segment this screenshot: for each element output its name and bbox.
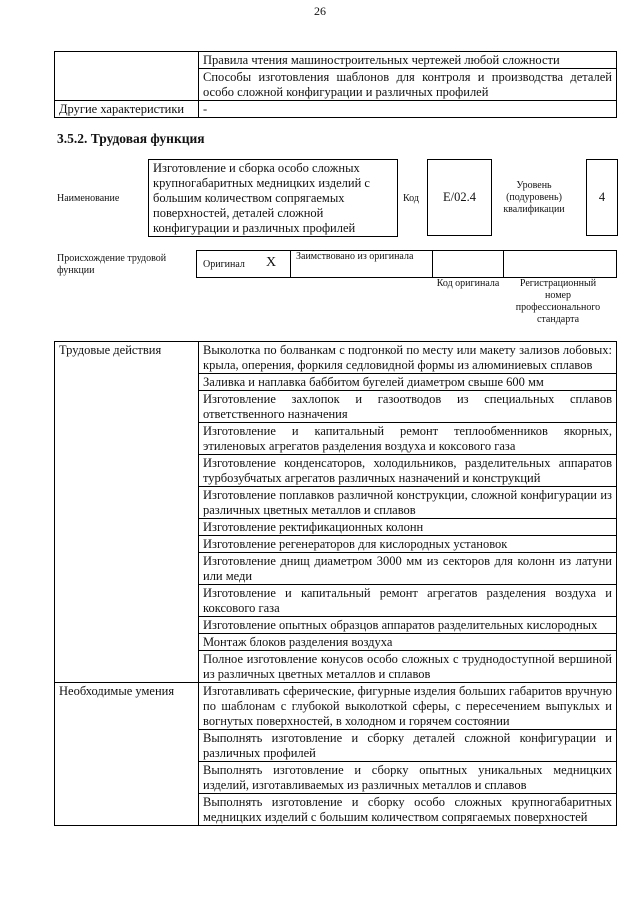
labor-actions-item: Выколотка по болванкам с подгонкой по месту или макету зализов лобовых: крыла, оперения, форкиля седловидной формы из алюминиевых сплавов xyxy=(199,342,617,374)
borrowed-label: Заимствовано из оригинала xyxy=(296,251,414,262)
row-label xyxy=(55,69,199,101)
top-table xyxy=(54,51,617,118)
table-row xyxy=(55,69,617,101)
labor-actions-item: Изготовление и капитальный ремонт агрегатов разделения воздуха и коксового газа xyxy=(199,585,617,617)
row-label xyxy=(55,52,199,69)
code-value xyxy=(427,159,492,236)
skills-label: Необходимые умения xyxy=(55,683,199,826)
origin-label: Происхождение трудовой функции xyxy=(57,253,167,276)
row-label: Другие характеристики xyxy=(55,101,199,118)
table-row xyxy=(55,342,617,374)
labor-actions-item: Изготовление ректификационных колонн xyxy=(199,519,617,536)
labor-actions-item: Монтаж блоков разделения воздуха xyxy=(199,634,617,651)
page-number: 26 xyxy=(314,4,326,18)
row-value: Правила чтения машиностроительных чертежей любой сложности xyxy=(199,52,617,69)
code-value-text: E/02.4 xyxy=(443,190,476,204)
labor-actions-item: Изготовление опытных образцов аппаратов разделительных кислородных xyxy=(199,617,617,634)
row-value: Способы изготовления шаблонов для контроля и производства деталей особо сложной конфигурации и различных профилей xyxy=(199,69,617,101)
labor-actions-item: Изготовление конденсаторов, холодильников, разделительных аппаратов турбозубчатых агрегатов различных назначений и конструкций xyxy=(199,455,617,487)
skills-item: Изготавливать сферические, фигурные изделия больших габаритов вручную по шаблонам с глубокой выколоткой сферы, с пересечением выпуклых и вогнутых поверхностей, в холодном и горячем состоянии xyxy=(199,683,617,730)
origin-divider-2 xyxy=(432,250,433,277)
code-original-label: Код оригинала xyxy=(436,278,500,289)
table-row xyxy=(55,101,617,118)
labor-actions-item: Изготовление поплавков различной конструкции, сложной конфигурации из различных цветных металлов и сплавов xyxy=(199,487,617,519)
labor-actions-item: Изготовление днищ диаметром 3000 мм из секторов для колонн из латуни или меди xyxy=(199,553,617,585)
table-row xyxy=(55,52,617,69)
row-value: - xyxy=(199,101,617,118)
origin-divider-1 xyxy=(290,250,291,277)
labor-actions-item: Полное изготовление конусов особо сложных с труднодоступной вершиной из различных цветных металлов и сплавов xyxy=(199,651,617,683)
reg-number-label: Регистрационный номер профессионального стандарта xyxy=(515,278,601,325)
labor-actions-item: Изготовление и капитальный ремонт теплообменников якорных, этиленовых агрегатов разделения воздуха и коксового газа xyxy=(199,423,617,455)
labor-actions-label: Трудовые действия xyxy=(55,342,199,683)
original-label: Оригинал xyxy=(203,259,245,270)
skills-item: Выполнять изготовление и сборку опытных уникальных медницких изделий, изготавливаемых из различных металлов и сплавов xyxy=(199,762,617,794)
table-row xyxy=(55,683,617,730)
level-value-text: 4 xyxy=(598,190,606,204)
main-table xyxy=(54,341,617,826)
level-label: Уровень (подуровень) квалификации xyxy=(503,180,565,215)
labor-actions-item: Изготовление захлопок и газоотводов из специальных сплавов ответственного назначения xyxy=(199,391,617,423)
labor-actions-item: Заливка и наплавка баббитом бугелей диаметром свыше 600 мм xyxy=(199,374,617,391)
level-value xyxy=(586,159,618,236)
function-name xyxy=(148,159,398,237)
section-title: 3.5.2. Трудовая функция xyxy=(57,131,205,146)
skills-item: Выполнять изготовление и сборку деталей сложной конфигурации и различных профилей xyxy=(199,730,617,762)
skills-item: Выполнять изготовление и сборку особо сложных крупногабаритных медницких изделий с большим количеством сопрягаемых поверхностей xyxy=(199,794,617,826)
function-name-text: Изготовление и сборка особо сложных крупногабаритных медницких изделий с большим количеством сопрягаемых поверхностей, деталей сложной конфигурации и различных профилей xyxy=(153,161,370,235)
labor-actions-item: Изготовление регенераторов для кислородных установок xyxy=(199,536,617,553)
code-label: Код xyxy=(403,193,419,204)
original-mark: X xyxy=(266,255,277,270)
name-label: Наименование xyxy=(57,193,120,204)
origin-divider-3 xyxy=(503,250,504,277)
